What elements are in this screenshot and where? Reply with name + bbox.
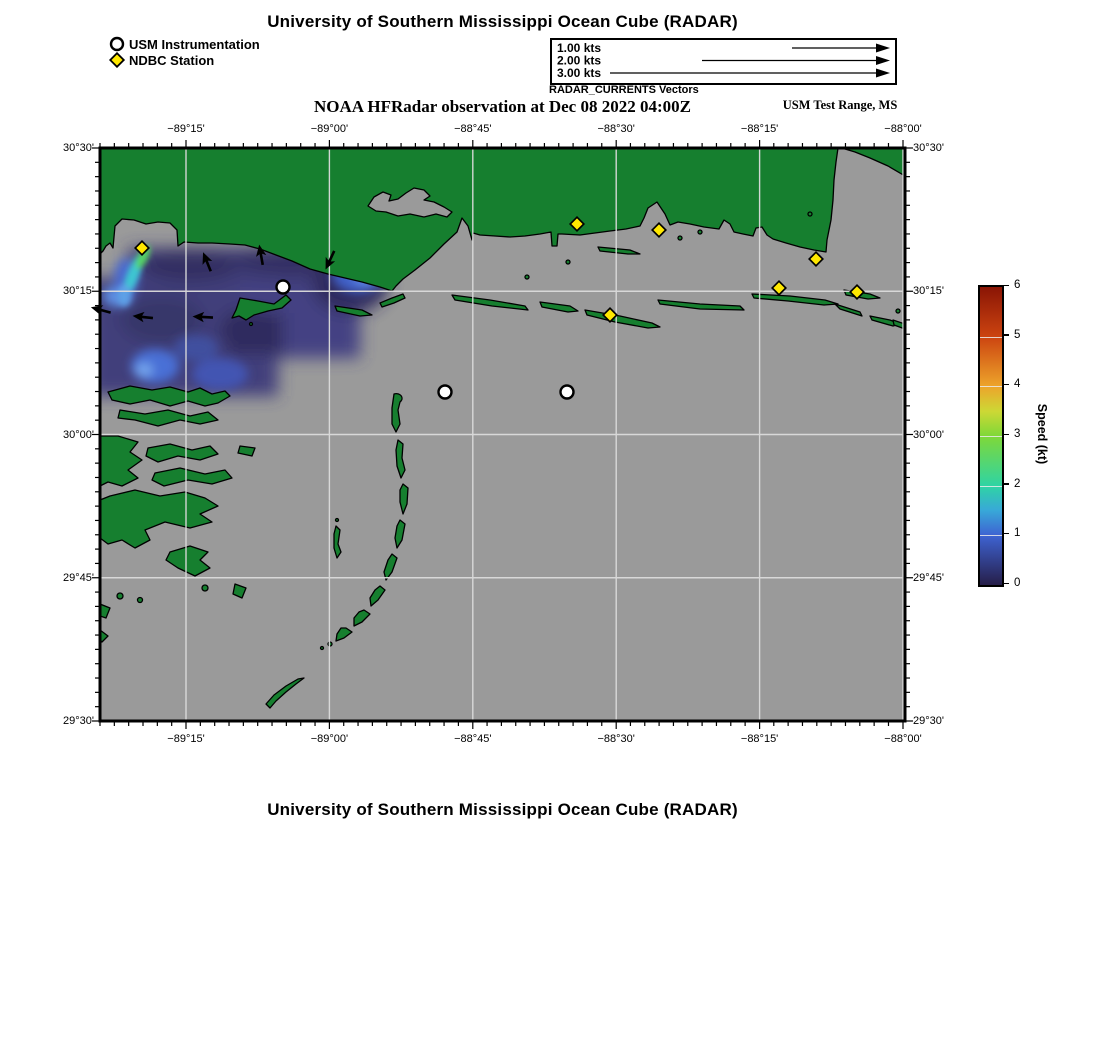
colorbar-level-line	[980, 535, 1002, 536]
y-axis-label: 30°00'	[913, 428, 944, 441]
colorbar-level-line	[980, 486, 1002, 487]
vector-scale-row-label: 1.00 kts	[557, 41, 602, 56]
vector-scale-row-label: 3.00 kts	[557, 66, 602, 81]
x-axis-label: −88°30'	[597, 123, 635, 135]
legend-item-ndbc	[109, 52, 260, 68]
colorbar-tick	[1002, 533, 1009, 535]
usm-circle-icon	[109, 36, 126, 52]
colorbar-level-line	[980, 436, 1002, 437]
colorbar-tick-label: 1	[1014, 527, 1021, 540]
y-axis-label: 29°45'	[63, 571, 94, 584]
y-axis-label: 30°15'	[63, 285, 94, 298]
ndbc-diamond-icon	[109, 52, 126, 68]
x-axis-label: −88°45'	[454, 123, 492, 135]
colorbar-tick-label: 3	[1014, 428, 1021, 440]
colorbar	[978, 285, 1004, 587]
x-axis-label: −88°15'	[740, 123, 779, 135]
colorbar-tick	[1002, 334, 1009, 336]
vector-scale-caption: RADAR_CURRENTS Vectors	[549, 84, 699, 96]
y-axis-label: 29°30'	[913, 715, 944, 727]
x-axis-label: −88°15'	[740, 733, 779, 745]
vector-scale-row-label: 2.00 kts	[557, 53, 602, 68]
x-axis-label: −89°15'	[167, 733, 205, 745]
x-axis-label: −88°00'	[884, 733, 922, 745]
y-axis-label: 30°00'	[63, 428, 94, 441]
y-axis-label: 30°30'	[913, 142, 944, 154]
colorbar-tick-label: 2	[1014, 477, 1021, 490]
y-axis-label: 29°30'	[63, 715, 94, 727]
vector-scale-box	[550, 38, 897, 85]
x-axis-label: −88°00'	[884, 123, 922, 135]
colorbar-tick	[1002, 384, 1009, 386]
x-axis-label: −89°00'	[310, 123, 349, 135]
subtitle: NOAA HFRadar observation at Dec 08 2022 04:00Z	[314, 97, 691, 116]
region-label: USM Test Range, MS	[782, 98, 898, 112]
colorbar-tick-label: 0	[1014, 577, 1021, 589]
map-legend	[109, 36, 260, 68]
colorbar-level-line	[980, 386, 1002, 387]
colorbar-tick-label: 6	[1014, 279, 1021, 291]
colorbar-tick	[1002, 583, 1009, 585]
map-canvas	[100, 148, 905, 721]
legend-item-usm	[109, 36, 260, 52]
usm-instrument-marker	[439, 386, 452, 399]
legend-label-usm: USM Instrumentation	[129, 36, 260, 52]
x-axis-label: −89°15'	[167, 123, 205, 135]
bottom-title: University of Southern Mississippi Ocean Cube (RADAR)	[267, 800, 738, 819]
colorbar-tick	[1002, 434, 1009, 436]
x-axis-label: −89°00'	[310, 733, 349, 745]
x-axis-label: −88°30'	[597, 733, 635, 745]
map-plot-area	[100, 148, 905, 721]
colorbar-tick-label: 5	[1014, 328, 1021, 341]
page-title: University of Southern Mississippi Ocean Cube (RADAR)	[267, 12, 738, 31]
y-axis-label: 30°30'	[63, 142, 94, 154]
vector-scale-arrows	[552, 40, 895, 83]
legend-label-ndbc: NDBC Station	[129, 52, 215, 68]
colorbar-tick	[1002, 483, 1009, 485]
x-axis-label: −88°45'	[454, 733, 492, 745]
colorbar-level-line	[980, 337, 1002, 338]
y-axis-label: 30°15'	[913, 285, 944, 298]
usm-instrument-marker	[277, 281, 290, 294]
colorbar-tick	[1002, 285, 1009, 287]
usm-instrument-marker	[561, 386, 574, 399]
y-axis-label: 29°45'	[913, 571, 944, 584]
colorbar-label: Speed (kt)	[1035, 403, 1049, 465]
colorbar-tick-label: 4	[1014, 378, 1021, 391]
